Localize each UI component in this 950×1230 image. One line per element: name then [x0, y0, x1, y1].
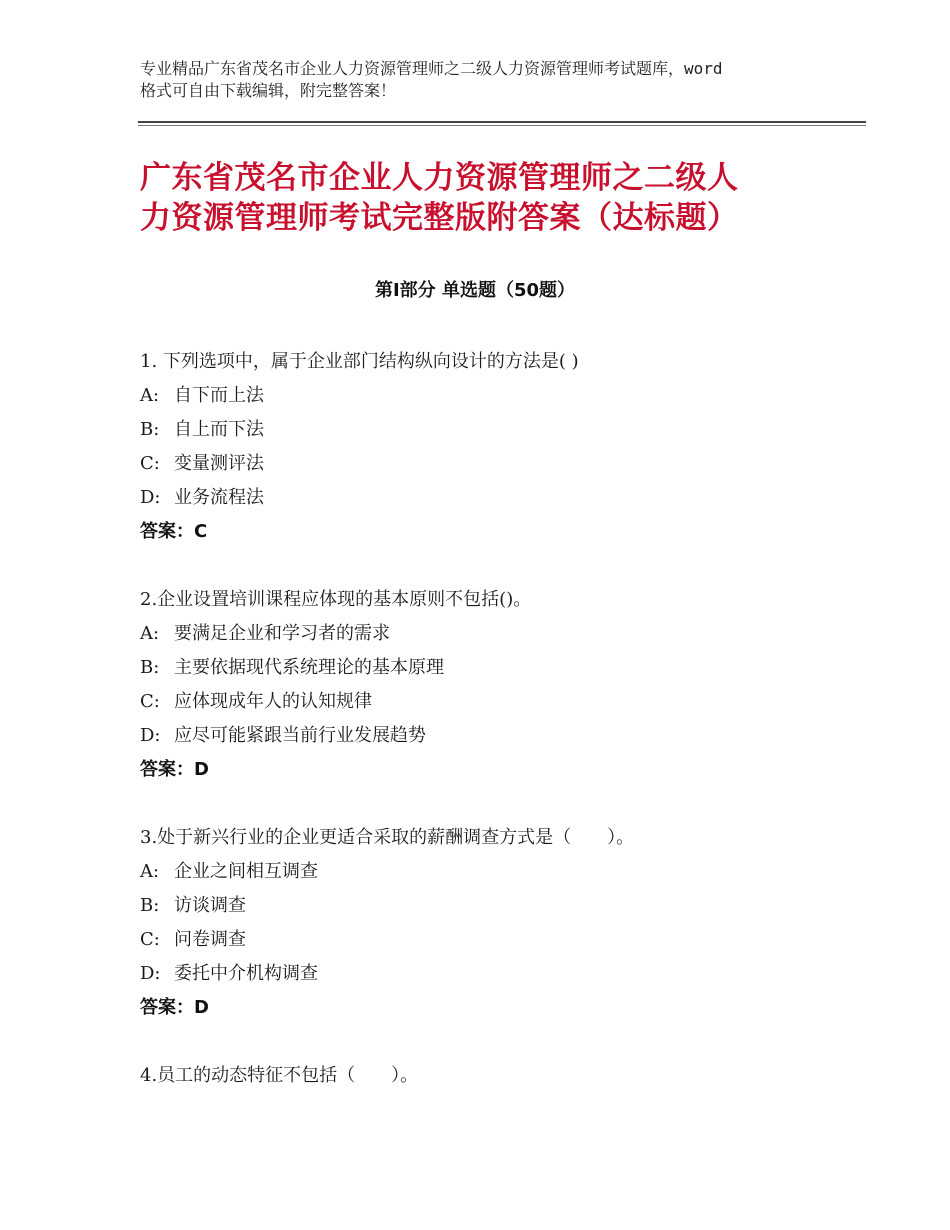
option-a — [140, 855, 840, 889]
option-letter: B: — [140, 419, 160, 440]
answer-label: 答案：C — [140, 521, 208, 542]
option-letter: D: — [140, 487, 161, 508]
option-d — [140, 957, 840, 991]
question-stem: 3.处于新兴行业的企业更适合采取的薪酬调查方式是（ ）。 — [140, 827, 635, 848]
option-b — [140, 413, 840, 447]
option-text: 应体现成年人的认知规律 — [174, 691, 372, 712]
option-b — [140, 889, 840, 923]
option-text: 业务流程法 — [174, 487, 264, 508]
question-3 — [140, 821, 840, 1025]
question-stem: 2.企业设置培训课程应体现的基本原则不包括()。 — [140, 589, 532, 610]
option-text: 委托中介机构调查 — [174, 963, 318, 984]
option-text: 要满足企业和学习者的需求 — [174, 623, 390, 644]
option-letter: D: — [140, 963, 161, 984]
option-d — [140, 481, 840, 515]
question-2 — [140, 583, 840, 787]
option-text: 访谈调查 — [174, 895, 246, 916]
header-note — [140, 58, 830, 102]
option-text: 主要依据现代系统理论的基本原理 — [174, 657, 444, 678]
option-text: 企业之间相互调查 — [174, 861, 318, 882]
option-b — [140, 651, 840, 685]
question-1 — [140, 345, 840, 549]
header-divider-thick — [138, 121, 866, 123]
option-letter: C: — [140, 453, 160, 474]
option-letter: D: — [140, 725, 161, 746]
document-title-line-2: 力资源管理师考试完整版附答案（达标题） — [140, 200, 739, 236]
option-letter: A: — [140, 385, 160, 406]
option-letter: C: — [140, 929, 160, 950]
answer-label: 答案：D — [140, 759, 209, 780]
option-c — [140, 447, 840, 481]
option-letter: B: — [140, 657, 160, 678]
question-list — [140, 345, 840, 1127]
question-4 — [140, 1059, 840, 1093]
header-divider-thin — [138, 125, 866, 126]
section-title: 第Ⅰ部分 单选题（50题） — [374, 280, 575, 301]
option-letter: A: — [140, 623, 160, 644]
option-a — [140, 617, 840, 651]
option-text: 自下而上法 — [174, 385, 264, 406]
header-note-line-2: 格式可自由下载编辑，附完整答案！ — [140, 81, 397, 100]
option-letter: C: — [140, 691, 160, 712]
question-stem: 4.员工的动态特征不包括（ ）。 — [140, 1065, 419, 1086]
option-d — [140, 719, 840, 753]
option-a — [140, 379, 840, 413]
header-note-line-1: 专业精品广东省茂名市企业人力资源管理师之二级人力资源管理师考试题库，word — [140, 59, 723, 78]
option-text: 问卷调查 — [174, 929, 246, 950]
option-text: 应尽可能紧跟当前行业发展趋势 — [174, 725, 426, 746]
option-c — [140, 923, 840, 957]
option-text: 变量测评法 — [174, 453, 264, 474]
option-c — [140, 685, 840, 719]
option-text: 自上而下法 — [174, 419, 264, 440]
answer-label: 答案：D — [140, 997, 209, 1018]
option-letter: A: — [140, 861, 160, 882]
document-title — [140, 158, 840, 238]
document-title-line-1: 广东省茂名市企业人力资源管理师之二级人 — [140, 160, 739, 196]
option-letter: B: — [140, 895, 160, 916]
question-stem: 1. 下列选项中，属于企业部门结构纵向设计的方法是( ) — [140, 351, 579, 372]
